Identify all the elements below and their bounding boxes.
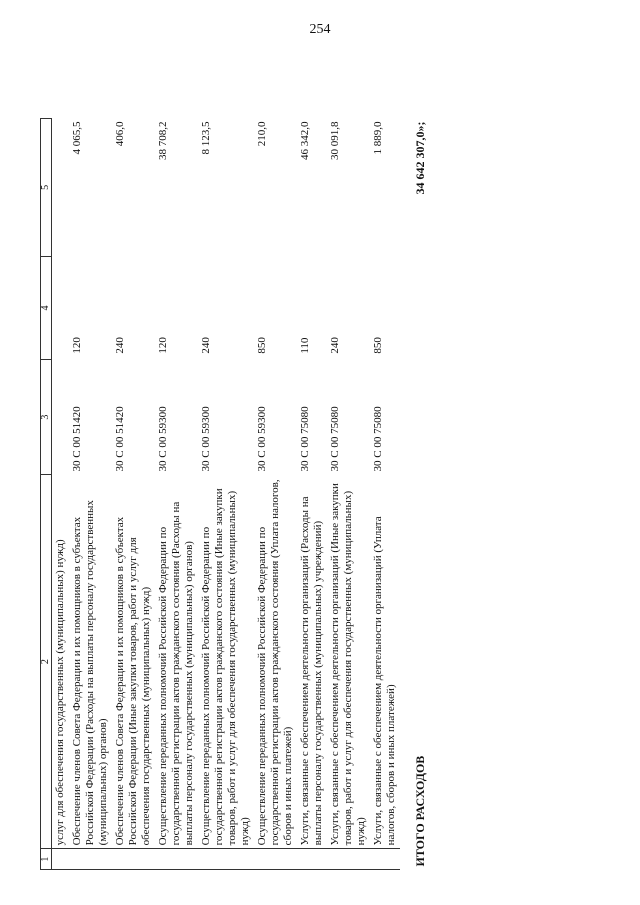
row-expense-type: 240 xyxy=(114,337,126,354)
table-row xyxy=(69,119,112,870)
row-target-code: 30 С 00 59300 xyxy=(200,406,212,472)
expenditure-table xyxy=(40,118,429,870)
row-sum: 30 091,8 xyxy=(329,121,341,160)
row-name: услуг для обеспечения государственных (муниципальных) нужд) xyxy=(52,475,70,849)
row-target-code: 30 С 00 75080 xyxy=(372,406,384,472)
row-sum: 46 342,0 xyxy=(299,121,311,160)
header-col-2: 2 xyxy=(41,475,52,849)
row-name: Услуги, связанные с обеспечением деятельности организаций (Иные закупки товаров, работ и услуг для обеспечения государственных (муниципальных) нужд) xyxy=(327,475,370,849)
row-expense-type: 120 xyxy=(71,337,83,354)
table-row xyxy=(370,119,400,870)
header-col-3: 3 xyxy=(41,360,52,475)
row-target-code: 30 С 00 59300 xyxy=(157,406,169,472)
rotated-table-container xyxy=(40,50,600,870)
header-col-4: 4 xyxy=(41,256,52,359)
row-target-code xyxy=(52,360,70,475)
table-row xyxy=(155,119,198,870)
row-target-code: 30 С 00 51420 xyxy=(114,406,126,472)
row-number xyxy=(155,849,198,870)
row-expense-type: 120 xyxy=(157,337,169,354)
total-sum: 34 642 307,0»; xyxy=(413,121,427,195)
table-header-row xyxy=(41,119,52,870)
row-expense-type xyxy=(52,256,70,359)
row-expense-type: 110 xyxy=(299,337,311,354)
table-row xyxy=(327,119,370,870)
row-target-code: 30 С 00 59300 xyxy=(256,406,268,472)
table-row xyxy=(198,119,254,870)
total-row xyxy=(400,119,429,870)
row-name: Обеспечение членов Совета Федерации и их помощников в субъектах Российской Федерации (Расходы на выплаты персоналу государственных (муниципальных) органов) xyxy=(69,475,112,849)
page-number: 254 xyxy=(309,22,331,37)
row-number xyxy=(198,849,254,870)
row-number xyxy=(297,849,327,870)
row-target-code: 30 С 00 51420 xyxy=(71,406,83,472)
row-sum: 1 889,0 xyxy=(372,121,384,155)
row-number xyxy=(327,849,370,870)
table-row xyxy=(254,119,297,870)
row-sum: 8 123,5 xyxy=(200,121,212,155)
row-target-code: 30 С 00 75080 xyxy=(299,406,311,472)
row-sum: 4 065,5 xyxy=(71,121,83,155)
row-name: Осуществление переданных полномочий Российской Федерации по государственной регистрации актов гражданского состояния (Уплата налогов, сборов и иных платежей) xyxy=(254,475,297,849)
row-number xyxy=(254,849,297,870)
total-spacer xyxy=(400,360,429,475)
row-number xyxy=(112,849,155,870)
row-number xyxy=(370,849,400,870)
row-name: Услуги, связанные с обеспечением деятельности организаций (Уплата налогов, сборов и иных платежей) xyxy=(370,475,400,849)
header-col-1: 1 xyxy=(41,849,52,870)
row-name: Осуществление переданных полномочий Российской Федерации по государственной регистрации актов гражданского состояния (Расходы на выплаты персоналу государственных (муниципальных) органов) xyxy=(155,475,198,849)
total-spacer xyxy=(400,256,429,359)
row-expense-type: 240 xyxy=(200,337,212,354)
row-number xyxy=(52,849,70,870)
total-label: ИТОГО РАСХОДОВ xyxy=(413,755,427,867)
table-row xyxy=(112,119,155,870)
row-number xyxy=(69,849,112,870)
row-sum: 210,0 xyxy=(256,121,268,147)
row-sum: 406,0 xyxy=(114,121,126,147)
row-target-code: 30 С 00 75080 xyxy=(329,406,341,472)
table-row xyxy=(52,119,70,870)
row-sum: 38 708,2 xyxy=(157,121,169,160)
row-expense-type: 850 xyxy=(256,337,268,354)
header-col-5: 5 xyxy=(41,119,52,257)
row-name: Обеспечение членов Совета Федерации и их помощников в субъектах Российской Федерации (Иные закупки товаров, работ и услуг для обеспечения государственных (муниципальных) нужд) xyxy=(112,475,155,849)
row-name: Услуги, связанные с обеспечением деятельности организаций (Расходы на выплаты персоналу государственных (муниципальных) учреждений) xyxy=(297,475,327,849)
row-expense-type: 850 xyxy=(372,337,384,354)
row-sum xyxy=(52,119,70,257)
row-expense-type: 240 xyxy=(329,337,341,354)
row-name: Осуществление переданных полномочий Российской Федерации по государственной регистрации актов гражданского состояния (Иные закупки товаров, работ и услуг для обеспечения государственных (муниципальных) нужд) xyxy=(198,475,254,849)
table-row xyxy=(297,119,327,870)
